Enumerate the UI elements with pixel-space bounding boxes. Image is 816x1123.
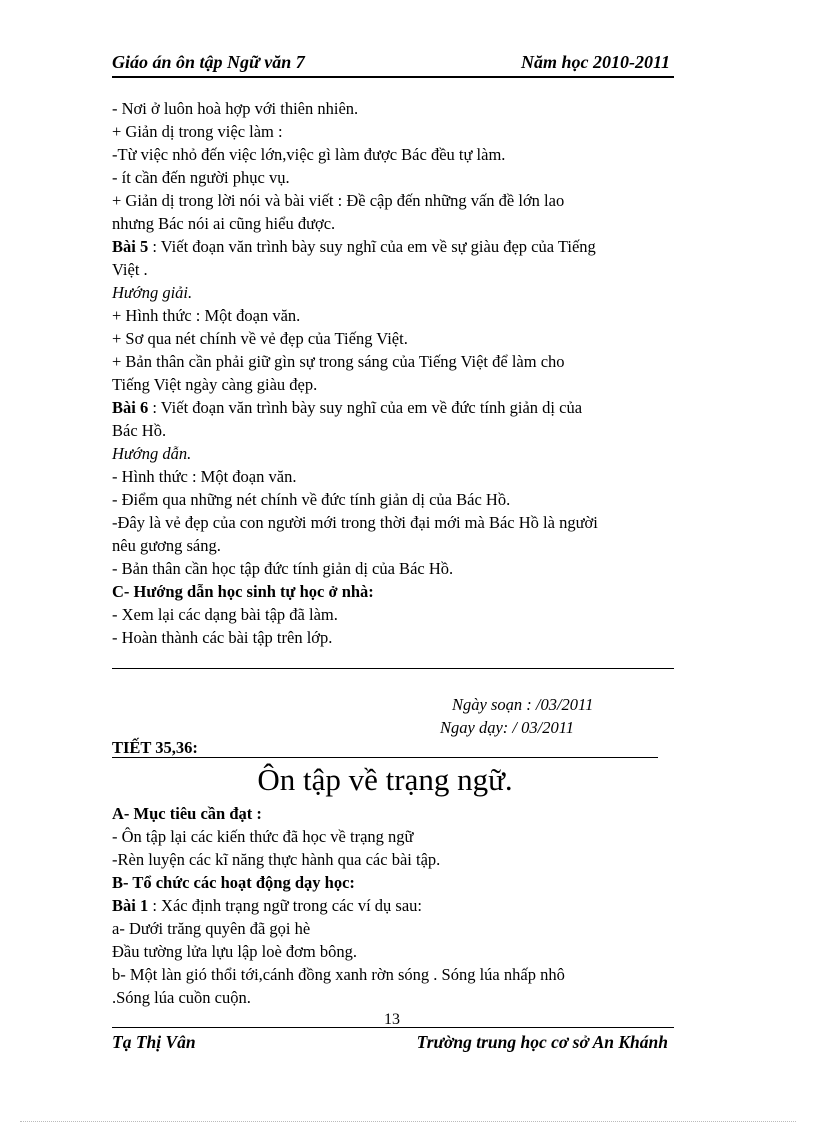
bold-label: C- Hướng dẫn học sinh tự học ở nhà: (112, 582, 374, 601)
line-text: -Đây là vẻ đẹp của con người mới trong thời đại mới mà Bác Hồ là người (112, 513, 598, 532)
line-text: - ít cần đến người phục vụ. (112, 168, 290, 187)
page-number: 13 (384, 1011, 400, 1028)
line-text: + Giản dị trong việc làm : (112, 122, 283, 141)
line-text: - Hoàn thành các bài tập trên lớp. (112, 628, 333, 647)
text-line (112, 327, 672, 350)
text-line (112, 350, 672, 373)
date-prepared: Ngày soạn : /03/2011 (452, 695, 594, 714)
text-line (112, 848, 672, 871)
line-text: Việt . (112, 260, 148, 279)
line-text: - Ôn tập lại các kiến thức đã học về trạng ngữ (112, 827, 414, 846)
text-line (112, 166, 672, 189)
text-line (112, 580, 672, 603)
line-text: -Từ việc nhỏ đến việc lớn,việc gì làm được Bác đều tự làm. (112, 145, 506, 164)
page-edge (20, 1121, 796, 1122)
line-text: : Viết đoạn văn trình bày suy nghĩ của em về đức tính giản dị của (148, 398, 583, 417)
header-doc-title: Giáo án ôn tập Ngữ văn 7 (112, 52, 305, 72)
text-line (112, 894, 672, 917)
text-line (112, 258, 672, 281)
text-line (112, 557, 672, 580)
text-line (112, 281, 672, 304)
text-line (112, 419, 672, 442)
section-2-body (112, 802, 672, 1009)
line-text: - Hình thức : Một đoạn văn. (112, 467, 297, 486)
line-text: -Rèn luyện các kĩ năng thực hành qua các bài tập. (112, 850, 441, 869)
line-text: b- Một làn gió thổi tới,cánh đồng xanh rờn sóng . Sóng lúa nhấp nhô (112, 965, 565, 984)
section-divider (112, 668, 674, 669)
section-1-body (112, 97, 672, 649)
bold-label: Bài 5 (112, 237, 149, 256)
line-text: : Xác định trạng ngữ trong các ví dụ sau: (148, 896, 423, 915)
text-line (112, 963, 672, 986)
text-line (112, 212, 672, 235)
lesson-period: TIẾT 35,36: (112, 739, 658, 758)
text-line (112, 235, 672, 258)
lesson-dates (440, 693, 593, 739)
line-text: : Viết đoạn văn trình bày suy nghĩ của em về sự giàu đẹp của Tiếng (148, 237, 596, 256)
line-text: Hướng giải. (112, 283, 193, 302)
line-text: + Bản thân cần phải giữ gìn sự trong sáng của Tiếng Việt để làm cho (112, 352, 565, 371)
text-line (112, 802, 672, 825)
text-line (112, 511, 672, 534)
line-text: nhưng Bác nói ai cũng hiểu được. (112, 214, 336, 233)
line-text: Đầu tường lửa lựu lập loè đơm bông. (112, 942, 357, 961)
bold-label: Bài 6 (112, 398, 149, 417)
line-text: a- Dưới trăng quyên đã gọi hè (112, 919, 311, 938)
header-school-year: Năm học 2010-2011 (520, 52, 670, 72)
text-line (112, 442, 672, 465)
bold-label: Bài 1 (112, 896, 149, 915)
line-text: .Sóng lúa cuồn cuộn. (112, 988, 251, 1007)
bold-label: B- Tổ chức các hoạt động dạy học: (112, 873, 355, 892)
line-text: - Điểm qua những nét chính về đức tính giản dị của Bác Hồ. (112, 490, 511, 509)
text-line (112, 986, 672, 1009)
date-taught: Ngay dạy: / 03/2011 (440, 718, 574, 737)
text-line (112, 304, 672, 327)
text-line (112, 825, 672, 848)
line-text: Tiếng Việt ngày càng giàu đẹp. (112, 375, 318, 394)
line-text: + Sơ qua nét chính về vẻ đẹp của Tiếng Việt. (112, 329, 408, 348)
line-text: nêu gương sáng. (112, 536, 221, 555)
text-line (112, 189, 672, 212)
footer-author: Tạ Thị Vân (112, 1032, 196, 1052)
text-line (112, 488, 672, 511)
text-line (112, 373, 672, 396)
text-line (112, 534, 672, 557)
text-line (112, 143, 672, 166)
line-text: + Hình thức : Một đoạn văn. (112, 306, 301, 325)
text-line (112, 465, 672, 488)
bold-label: A- Mục tiêu cần đạt : (112, 804, 262, 823)
text-line (112, 917, 672, 940)
footer-rule (112, 1027, 674, 1028)
text-line (112, 603, 672, 626)
line-text: Hướng dẫn. (112, 444, 192, 463)
text-line (112, 97, 672, 120)
text-line (112, 120, 672, 143)
line-text: + Giản dị trong lời nói và bài viết : Đề cập đến những vấn đề lớn lao (112, 191, 565, 210)
page-header (112, 50, 674, 78)
text-line (112, 871, 672, 894)
line-text: - Nơi ở luôn hoà hợp với thiên nhiên. (112, 99, 359, 118)
line-text: Bác Hồ. (112, 421, 167, 440)
text-line (112, 940, 672, 963)
line-text: - Bản thân cần học tập đức tính giản dị của Bác Hồ. (112, 559, 454, 578)
text-line (112, 396, 672, 419)
lesson-title: Ôn tập về trạng ngữ. (257, 762, 513, 797)
page-footer (112, 1030, 674, 1056)
footer-school: Trường trung học cơ sở An Khánh (416, 1032, 668, 1052)
text-line (112, 626, 672, 649)
line-text: - Xem lại các dạng bài tập đã làm. (112, 605, 338, 624)
